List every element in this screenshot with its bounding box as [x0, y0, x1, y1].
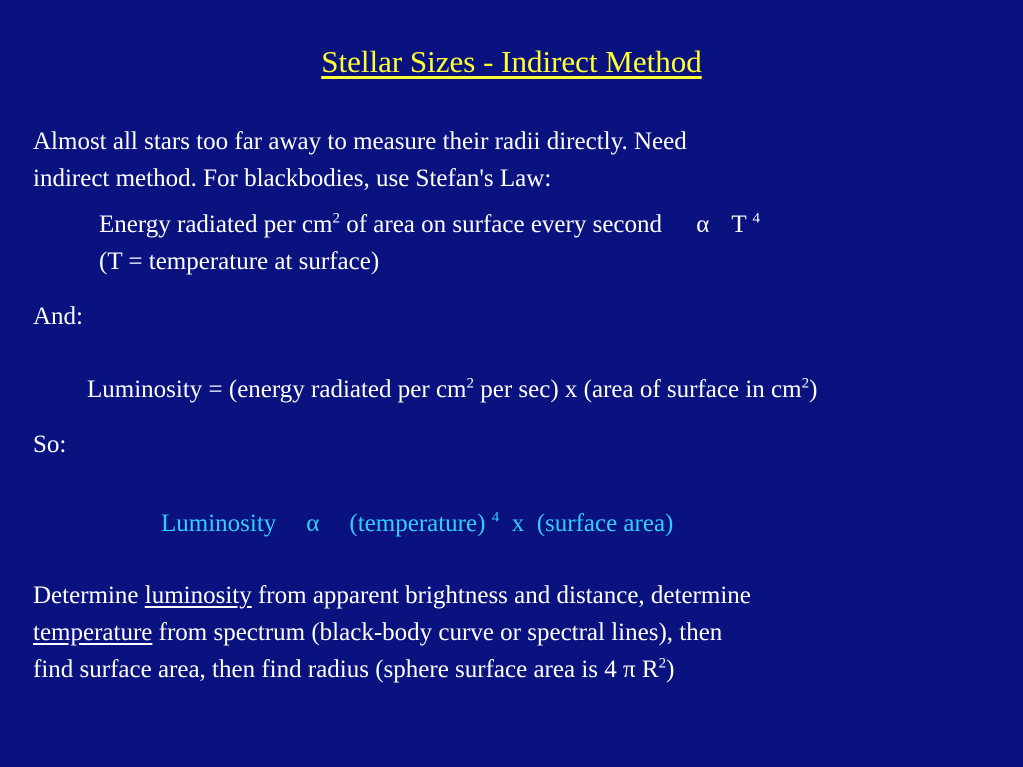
temperature-power: 4: [491, 509, 500, 526]
radius-symbol: R: [635, 656, 659, 683]
conclusion-line-2: [33, 616, 722, 650]
luminosity-eq-part-3: ): [809, 376, 818, 403]
luminosity-eq-sup-1: 2: [466, 375, 474, 392]
radius-exponent: 2: [658, 655, 667, 672]
intro-line-2: indirect method. For blackbodies, use Stefan's Law:: [33, 165, 552, 192]
temperature-exponent: 4: [752, 210, 760, 227]
conclusion-line-3: [33, 653, 674, 687]
conclusion-l3-pre: find surface area, then find radius (sphere surface area is 4: [33, 656, 623, 683]
proportionality-relation: [161, 507, 673, 541]
luminosity-eq-sup-2: 2: [801, 375, 810, 392]
luminosity-eq-part-1: Luminosity = (energy radiated per cm: [87, 376, 467, 403]
proportional-symbol-2: α: [306, 510, 320, 537]
conclusion-l1-post: from apparent brightness and distance, determine: [251, 582, 751, 609]
energy-superscript: 2: [332, 210, 340, 227]
luminosity-equation: [87, 373, 817, 407]
proportional-symbol: α: [696, 211, 710, 238]
temperature-term: (temperature): [349, 510, 486, 537]
temperature-symbol: T: [731, 211, 747, 238]
conclusion-l2-post: from spectrum (black-body curve or spectral lines), then: [152, 619, 723, 646]
and-label: And:: [33, 303, 83, 330]
conclusion-line-1: [33, 579, 751, 613]
intro-line-1: Almost all stars too far away to measure their radii directly. Need: [33, 128, 687, 155]
conclusion-l1-pre: Determine: [33, 582, 145, 609]
temperature-note: (T = temperature at surface): [99, 248, 380, 275]
conclusion-l3-post: ): [666, 656, 675, 683]
luminosity-eq-part-2: per sec) x (area of surface in cm: [474, 376, 802, 403]
pi-symbol: π: [623, 656, 636, 683]
luminosity-term: Luminosity: [161, 510, 277, 537]
slide-title: Stellar Sizes - Indirect Method: [321, 44, 702, 79]
energy-suffix: of area on surface every second: [339, 211, 663, 238]
temperature-underlined: temperature: [33, 619, 153, 646]
times-symbol: x: [511, 510, 525, 537]
luminosity-underlined: luminosity: [144, 582, 252, 609]
so-label: So:: [33, 431, 67, 458]
stefan-law-statement: [99, 208, 760, 242]
surface-area-term: (surface area): [536, 510, 674, 537]
energy-prefix: Energy radiated per cm: [99, 211, 333, 238]
